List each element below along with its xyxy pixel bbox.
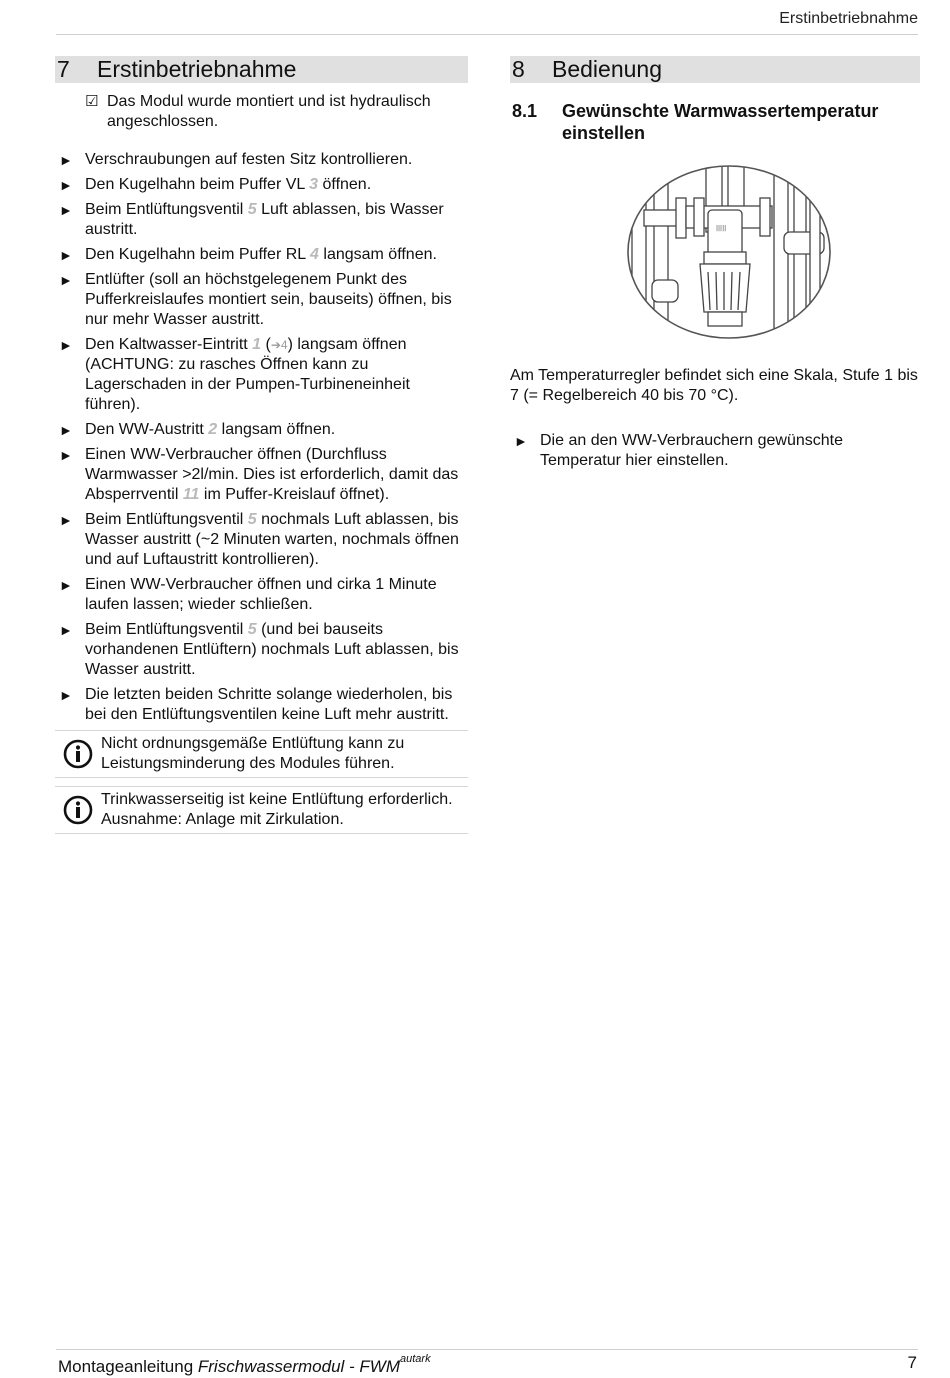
step-text-part: Die an den WW-Verbrauchern gewünschte Temperatur hier einstellen. bbox=[540, 432, 843, 469]
component-reference: 5 bbox=[247, 511, 257, 528]
arrow-right-icon: ► bbox=[514, 433, 528, 449]
step-text-part: (und bei bauseits vorhandenen Entlüftern) nochmals Luft ablassen, bis Wasser austritt. bbox=[85, 621, 459, 678]
step-text-part: ( bbox=[261, 336, 271, 353]
step-item bbox=[55, 245, 468, 265]
subsection-title: Gewünschte Warmwassertemperatur einstellen bbox=[562, 101, 879, 143]
step-text bbox=[85, 200, 468, 240]
step-text-part: öffnen. bbox=[318, 176, 372, 193]
step-text-part: ) langsam öffnen (ACHTUNG: zu rasches Öffnen kann zu Lagerschaden in der Pumpen-Turbineneinheit führen). bbox=[85, 336, 410, 413]
footer-divider bbox=[56, 1349, 918, 1350]
step-item bbox=[55, 685, 468, 725]
step-text bbox=[85, 575, 468, 615]
step-text-part: langsam öffnen. bbox=[318, 246, 437, 263]
step-text-part: Den WW-Austritt bbox=[85, 421, 209, 438]
component-reference: 5 bbox=[247, 201, 257, 218]
step-text-part: Verschraubungen auf festen Sitz kontrollieren. bbox=[85, 151, 413, 168]
section-8 bbox=[510, 56, 920, 476]
temperature-regulator-illustration bbox=[624, 162, 834, 342]
step-item bbox=[55, 445, 468, 505]
component-reference: 1 bbox=[252, 336, 262, 353]
footer-superscript: autark bbox=[400, 1353, 431, 1365]
section-number: 7 bbox=[57, 56, 70, 82]
arrow-right-icon: ► bbox=[59, 422, 73, 438]
step-text bbox=[85, 150, 412, 170]
running-header: Erstinbetriebnahme bbox=[779, 10, 918, 27]
header-divider bbox=[56, 34, 918, 35]
note-text: Trinkwasserseitig ist keine Entlüftung erforderlich. Ausnahme: Anlage mit Zirkulation. bbox=[101, 791, 453, 828]
paragraph: Am Temperaturregler befindet sich eine Skala, Stufe 1 bis 7 (= Regelbereich 40 bis 70 °C). bbox=[510, 367, 918, 404]
arrow-right-icon: ► bbox=[59, 177, 73, 193]
arrow-right-icon: ► bbox=[59, 687, 73, 703]
step-item bbox=[55, 420, 468, 440]
step-text-part: Die letzten beiden Schritte solange wiederholen, bis bei den Entlüftungsventilen keine Luft mehr austritt. bbox=[85, 686, 453, 723]
arrow-right-icon: ► bbox=[59, 152, 73, 168]
step-text bbox=[85, 270, 468, 330]
svg-text:|||||: ||||| bbox=[716, 225, 727, 232]
step-item bbox=[55, 175, 468, 195]
section-heading bbox=[510, 56, 920, 83]
step-item bbox=[55, 335, 468, 415]
step-item bbox=[55, 620, 468, 680]
step-text-part: Beim Entlüftungsventil bbox=[85, 621, 248, 638]
footer-document-title bbox=[58, 1353, 431, 1377]
step-text bbox=[85, 620, 468, 680]
step-text-part: Luft ablassen, bis Wasser austritt. bbox=[85, 201, 444, 238]
step-item bbox=[55, 200, 468, 240]
footer-prefix: Montageanleitung bbox=[58, 1357, 198, 1376]
precondition bbox=[55, 92, 468, 132]
info-icon bbox=[55, 739, 101, 769]
component-reference: 5 bbox=[247, 621, 257, 638]
section-heading bbox=[55, 56, 468, 83]
page-number: 7 bbox=[907, 1353, 917, 1372]
info-icon bbox=[55, 795, 101, 825]
step-text bbox=[85, 445, 468, 505]
step-text-part: nochmals Luft ablassen, bis Wasser austritt (~2 Minuten warten, nochmals öffnen und auf Luftaustritt kontrollieren). bbox=[85, 511, 459, 568]
precondition-text: Das Modul wurde montiert und ist hydraulisch angeschlossen. bbox=[107, 93, 431, 130]
step-list bbox=[510, 431, 920, 471]
arrow-right-icon: ► bbox=[59, 247, 73, 263]
component-reference: 4 bbox=[310, 246, 319, 263]
arrow-right-icon: ► bbox=[59, 202, 73, 218]
step-text-part: Einen WW-Verbraucher öffnen und cirka 1 Minute laufen lassen; wieder schließen. bbox=[85, 576, 437, 613]
step-text bbox=[85, 420, 335, 440]
step-item bbox=[55, 150, 468, 170]
step-text bbox=[85, 510, 468, 570]
subsection-number: 8.1 bbox=[512, 101, 538, 121]
section-7 bbox=[55, 56, 468, 834]
arrow-right-icon: ► bbox=[59, 272, 73, 288]
step-text bbox=[85, 335, 468, 415]
step-text-part: langsam öffnen. bbox=[217, 421, 336, 438]
step-item bbox=[55, 510, 468, 570]
step-text-part: Beim Entlüftungsventil bbox=[85, 201, 248, 218]
step-text-part: Entlüfter (soll an höchstgelegenem Punkt des Pufferkreislaufes montiert sein, bauseits) öffnen, bis nur mehr Wasser austritt. bbox=[85, 271, 452, 328]
footer-product-name: Frischwassermodul - FWM bbox=[197, 1357, 401, 1376]
step-list bbox=[55, 150, 468, 725]
step-item bbox=[55, 575, 468, 615]
step-text-part: Den Kaltwasser-Eintritt bbox=[85, 336, 253, 353]
info-note bbox=[55, 730, 468, 778]
subsection-heading bbox=[510, 100, 920, 144]
step-text bbox=[85, 175, 371, 195]
arrow-right-icon: ► bbox=[59, 337, 73, 353]
step-text-part: Einen WW-Verbraucher öffnen (Durchfluss Warmwasser >2l/min. Dies ist erforderlich, damit das Absperrventil bbox=[85, 446, 459, 503]
arrow-right-icon: ► bbox=[59, 512, 73, 528]
section-title: Bedienung bbox=[552, 56, 662, 82]
step-item bbox=[55, 270, 468, 330]
component-reference: 2 bbox=[208, 421, 218, 438]
step-text bbox=[85, 685, 468, 725]
note-text: Nicht ordnungsgemäße Entlüftung kann zu Leistungsminderung des Modules führen. bbox=[101, 735, 405, 772]
section-number: 8 bbox=[512, 56, 525, 82]
component-reference: 11 bbox=[182, 486, 200, 503]
figure-reference: ➔4 bbox=[270, 338, 288, 352]
step-text-part: Den Kugelhahn beim Puffer RL bbox=[85, 246, 311, 263]
step-text bbox=[540, 431, 920, 471]
step-item bbox=[510, 431, 920, 471]
arrow-right-icon: ► bbox=[59, 622, 73, 638]
checkbox-checked-icon: ☑ bbox=[85, 93, 99, 110]
component-reference: 3 bbox=[309, 176, 319, 193]
arrow-right-icon: ► bbox=[59, 577, 73, 593]
step-text-part: Den Kugelhahn beim Puffer VL bbox=[85, 176, 310, 193]
info-note bbox=[55, 786, 468, 834]
step-text bbox=[85, 245, 437, 265]
step-text-part: Beim Entlüftungsventil bbox=[85, 511, 248, 528]
step-text-part: im Puffer-Kreislauf öffnet). bbox=[199, 486, 390, 503]
section-title: Erstinbetriebnahme bbox=[97, 56, 297, 82]
arrow-right-icon: ► bbox=[59, 447, 73, 463]
